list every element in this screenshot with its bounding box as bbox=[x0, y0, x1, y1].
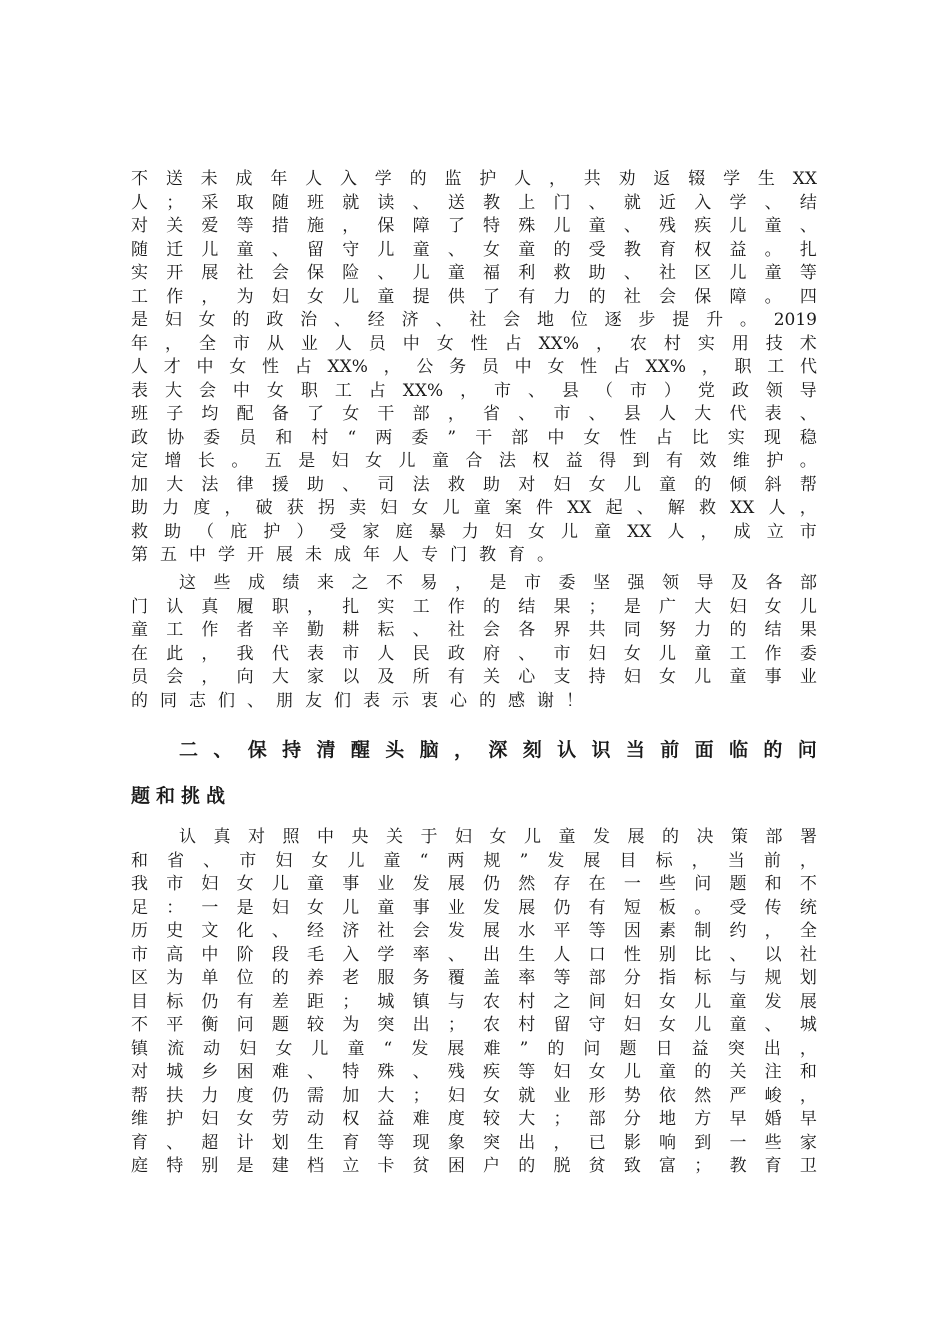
text-line: 班 子 均 配 备 了 女 干 部 ， 省 、 市 、 县 人 大 代 表 、 bbox=[131, 404, 817, 424]
text-line: 对 关 爱 等 措 施 ， 保 障 了 特 殊 儿 童 、 残 疾 儿 童 、 bbox=[131, 216, 817, 236]
text-line: 认 真 对 照 中 央 关 于 妇 女 儿 童 发 展 的 决 策 部 署 bbox=[179, 827, 817, 847]
text-line: 随 迁 儿 童 、 留 守 儿 童 、 女 童 的 受 教 育 权 益 。 扎 bbox=[131, 239, 817, 260]
text-line: 年 ， 全 市 从 业 人 员 中 女 性 占 XX% ， 农 村 实 用 技 术 bbox=[131, 333, 817, 354]
text-line: 帮 扶 力 度 仍 需 加 大 ； 妇 女 就 业 形 势 依 然 严 峻 ， bbox=[131, 1085, 817, 1106]
text-line: 不 平 衡 问 题 较 为 突 出 ； 农 村 留 守 妇 女 儿 童 、 城 bbox=[131, 1015, 817, 1035]
text-line: 足 ： 一 是 妇 女 儿 童 事 业 发 展 仍 有 短 板 。 受 传 统 bbox=[131, 897, 817, 918]
text-line: 政 协 委 员 和 村 “ 两 委 ” 干 部 中 女 性 占 比 实 现 稳 bbox=[131, 427, 817, 448]
text-line: 我 市 妇 女 儿 童 事 业 发 展 仍 然 存 在 一 些 问 题 和 不 bbox=[131, 874, 817, 894]
text-line: 目 标 仍 有 差 距 ； 城 镇 与 农 村 之 间 妇 女 儿 童 发 展 bbox=[131, 991, 817, 1012]
text-line: 表 大 会 中 女 职 工 占 XX% ， 市 、 县 （ 市 ） 党 政 领 导 bbox=[131, 380, 817, 401]
text-line: 历 史 文 化 、 经 济 社 会 发 展 水 平 等 因 素 制 约 ， 全 bbox=[131, 921, 817, 941]
text-line: 镇 流 动 妇 女 儿 童 “ 发 展 难 ” 的 问 题 日 益 突 出 ， bbox=[131, 1038, 817, 1059]
paragraph-thanks bbox=[131, 572, 817, 713]
text-line: 是 妇 女 的 政 治 、 经 济 、 社 会 地 位 逐 步 提 升 。 2019 bbox=[131, 310, 817, 330]
text-line: 区 为 单 位 的 养 老 服 务 覆 盖 率 等 部 分 指 标 与 规 划 bbox=[131, 968, 817, 988]
text-line: 加 大 法 律 援 助 、 司 法 救 助 对 妇 女 儿 童 的 倾 斜 帮 bbox=[131, 474, 817, 495]
text-line: 定 增 长 。 五 是 妇 女 儿 童 合 法 权 益 得 到 有 效 维 护 。 bbox=[131, 451, 817, 471]
text-line: 第五中学开展未成年人专门教育。 bbox=[131, 545, 566, 565]
text-line: 童 工 作 者 辛 勤 耕 耘 、 社 会 各 界 共 同 努 力 的 结 果 bbox=[131, 620, 817, 640]
text-line: 维 护 妇 女 劳 动 权 益 难 度 较 大 ； 部 分 地 方 早 婚 早 bbox=[131, 1109, 817, 1129]
section-heading-line-1: 二 、 保 持 清 醒 头 脑 ， 深 刻 认 识 当 前 面 临 的 问 bbox=[179, 739, 817, 761]
text-line: 这 些 成 绩 来 之 不 易 ， 是 市 委 坚 强 领 导 及 各 部 bbox=[179, 573, 817, 593]
text-line: 实 开 展 社 会 保 险 、 儿 童 福 利 救 助 、 社 区 儿 童 等 bbox=[131, 263, 817, 283]
text-line: 在 此 ， 我 代 表 市 人 民 政 府 、 市 妇 女 儿 童 工 作 委 bbox=[131, 643, 817, 664]
text-line: 人 ； 采 取 随 班 就 读 、 送 教 上 门 、 就 近 入 学 、 结 bbox=[131, 192, 817, 213]
text-line: 人 才 中 女 性 占 XX% ， 公 务 员 中 女 性 占 XX% ， 职 工 代 bbox=[131, 357, 817, 377]
section-heading-line-2: 题和挑战 bbox=[131, 785, 232, 807]
text-line: 工 作 ， 为 妇 女 儿 童 提 供 了 有 力 的 社 会 保 障 。 四 bbox=[131, 286, 817, 307]
text-line: 救 助 （ 庇 护 ） 受 家 庭 暴 力 妇 女 儿 童 XX 人 ， 成 立 市 bbox=[131, 521, 817, 542]
text-line: 的同志们、朋友们表示衷心的感谢！ bbox=[131, 690, 595, 711]
text-line: 育 、 超 计 划 生 育 等 现 象 突 出 ， 已 影 响 到 一 些 家 bbox=[131, 1132, 817, 1153]
paragraph-problems bbox=[131, 826, 817, 1179]
text-line: 员 会 ， 向 大 家 以 及 所 有 关 心 支 持 妇 女 儿 童 事 业 bbox=[131, 667, 817, 687]
text-line: 庭 特 别 是 建 档 立 卡 贫 困 户 的 脱 贫 致 富 ； 教 育 卫 bbox=[131, 1156, 817, 1176]
text-line: 和 省 、 市 妇 女 儿 童 “ 两 规 ” 发 展 目 标 ， 当 前 ， bbox=[131, 850, 817, 871]
text-line: 门 认 真 履 职 ， 扎 实 工 作 的 结 果 ； 是 广 大 妇 女 儿 bbox=[131, 596, 817, 617]
text-line: 助 力 度 ， 破 获 拐 卖 妇 女 儿 童 案 件 XX 起 、 解 救 XX 人 ， bbox=[131, 498, 817, 518]
paragraph-achievements bbox=[131, 168, 817, 568]
text-line: 对 城 乡 困 难 、 特 殊 、 残 疾 等 妇 女 儿 童 的 关 注 和 bbox=[131, 1062, 817, 1082]
text-line: 不 送 未 成 年 人 入 学 的 监 护 人 ， 共 劝 返 辍 学 生 XX bbox=[131, 169, 817, 189]
text-line: 市 高 中 阶 段 毛 入 学 率 、 出 生 人 口 性 别 比 、 以 社 bbox=[131, 944, 817, 965]
